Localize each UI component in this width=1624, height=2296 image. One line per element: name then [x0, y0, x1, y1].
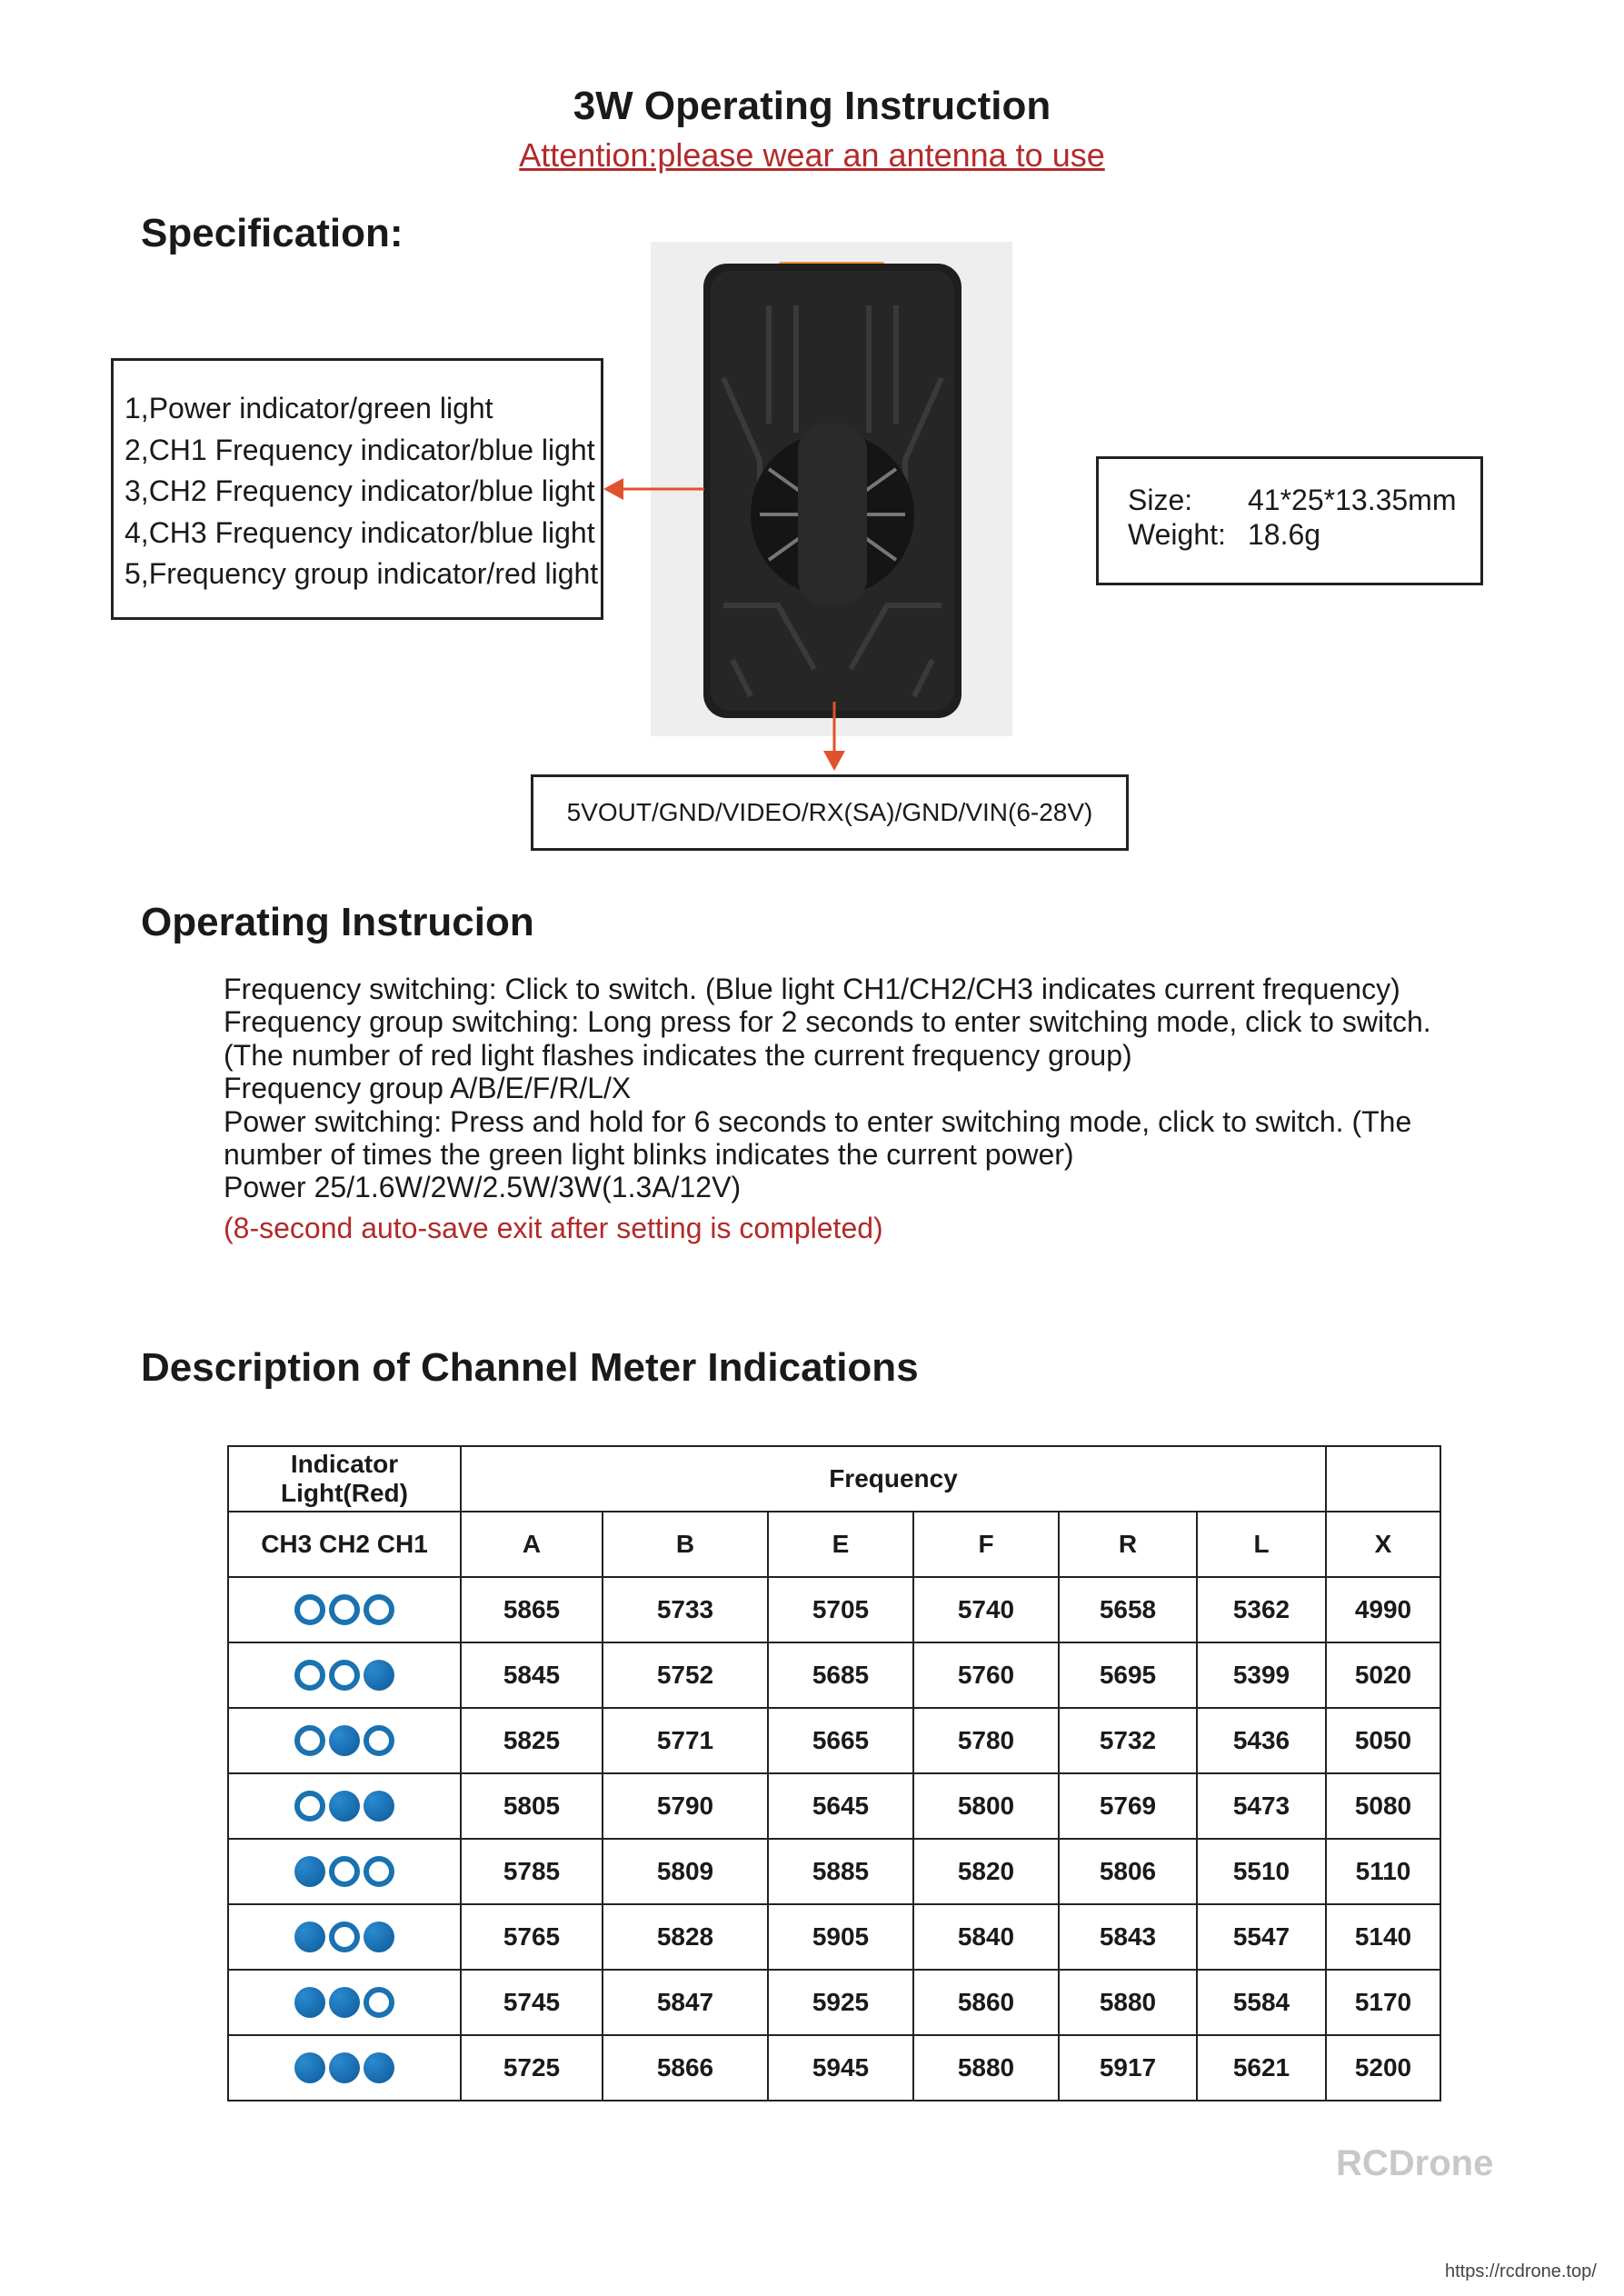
frequency-cell: 5695 — [1059, 1642, 1197, 1708]
frequency-cell: 5745 — [461, 1970, 603, 2035]
led-off-icon — [294, 1791, 325, 1822]
frequency-cell: 5705 — [768, 1577, 913, 1642]
frequency-cell: 5825 — [461, 1708, 603, 1773]
site-url: https://rcdrone.top/ — [1445, 2261, 1597, 2281]
frequency-cell: 5769 — [1059, 1773, 1197, 1839]
frequency-cell: 5880 — [913, 2035, 1059, 2101]
operating-line-7: Power 25/1.6W/2W/2.5W/3W(1.3A/12V) — [224, 1171, 742, 1204]
specification-heading: Specification: — [141, 211, 404, 255]
frequency-cell: 5140 — [1326, 1904, 1440, 1970]
frequency-cell: 5771 — [603, 1708, 768, 1773]
frequency-cell: 5645 — [768, 1773, 913, 1839]
led-on-icon — [329, 1791, 360, 1822]
frequency-cell: 5765 — [461, 1904, 603, 1970]
frequency-cell: 5840 — [913, 1904, 1059, 1970]
size-weight-box — [1096, 456, 1483, 585]
weight-value: 18.6g — [1248, 518, 1321, 551]
size-row — [1128, 483, 1480, 517]
indicator-line-5: 5,Frequency group indicator/red light — [125, 557, 599, 590]
auto-save-note: (8-second auto-save exit after setting is completed) — [224, 1211, 883, 1244]
indicator-lights-cell — [228, 1970, 461, 2035]
operating-line-3: (The number of red light flashes indicates the current frequency group) — [224, 1038, 1132, 1072]
led-on-icon — [294, 1922, 325, 1952]
indicator-lights-cell — [228, 1577, 461, 1642]
weight-label: Weight: — [1128, 518, 1226, 551]
indicator-list-box — [111, 358, 603, 620]
empty-header-cell — [1326, 1446, 1440, 1512]
indicator-line-2: 2,CH1 Frequency indicator/blue light — [125, 433, 595, 466]
led-on-icon — [329, 2052, 360, 2083]
indicator-line-1: 1,Power indicator/green light — [125, 392, 493, 424]
led-off-icon — [329, 1922, 360, 1952]
led-pattern — [294, 1987, 394, 2018]
frequency-cell: 5752 — [603, 1642, 768, 1708]
band-header-e: E — [768, 1512, 913, 1577]
frequency-cell: 5020 — [1326, 1642, 1440, 1708]
frequency-cell: 5800 — [913, 1773, 1059, 1839]
frequency-cell: 5809 — [603, 1839, 768, 1904]
frequency-cell: 5925 — [768, 1970, 913, 2035]
led-pattern — [294, 1922, 394, 1952]
operating-line-6: number of times the green light blinks indicates the current power) — [224, 1138, 1074, 1172]
led-on-icon — [294, 1987, 325, 2018]
led-off-icon — [294, 1660, 325, 1691]
table-row — [228, 1708, 1440, 1773]
table-row — [228, 1577, 1440, 1642]
led-off-icon — [364, 1725, 394, 1756]
led-pattern — [294, 1791, 394, 1822]
led-off-icon — [294, 1594, 325, 1625]
band-header-r: R — [1059, 1512, 1197, 1577]
operating-line-4: Frequency group A/B/E/F/R/L/X — [224, 1072, 632, 1105]
frequency-cell: 5780 — [913, 1708, 1059, 1773]
frequency-cell: 5866 — [603, 2035, 768, 2101]
indicator-header: Indicator Light(Red) — [228, 1446, 461, 1512]
band-header-x: X — [1326, 1512, 1440, 1577]
frequency-cell: 5436 — [1197, 1708, 1326, 1773]
frequency-cell: 5865 — [461, 1577, 603, 1642]
frequency-cell: 5885 — [768, 1839, 913, 1904]
band-header-a: A — [461, 1512, 603, 1577]
light-order-header: CH3 CH2 CH1 — [228, 1512, 461, 1577]
operating-instructions — [224, 973, 1450, 1244]
led-on-icon — [364, 1660, 394, 1691]
operating-line-5: Power switching: Press and hold for 6 seconds to enter switching mode, click to switch. (The — [224, 1104, 1412, 1138]
size-label: Size: — [1128, 484, 1193, 516]
table-row — [228, 2035, 1440, 2101]
frequency-cell: 5847 — [603, 1970, 768, 2035]
brand-watermark: RCDrone — [1336, 2143, 1494, 2183]
frequency-cell: 5170 — [1326, 1970, 1440, 2035]
operating-line-1: Frequency switching: Click to switch. (Blue light CH1/CH2/CH3 indicates current frequency) — [224, 973, 1400, 1005]
frequency-cell: 5732 — [1059, 1708, 1197, 1773]
frequency-cell: 5917 — [1059, 2035, 1197, 2101]
channel-table-body — [228, 1577, 1440, 2101]
led-pattern — [294, 1660, 394, 1691]
led-pattern — [294, 2052, 394, 2083]
led-on-icon — [364, 2052, 394, 2083]
led-on-icon — [364, 1922, 394, 1952]
frequency-cell: 5200 — [1326, 2035, 1440, 2101]
attention-text: Attention:please wear an antenna to use — [519, 136, 1105, 174]
frequency-cell: 5110 — [1326, 1839, 1440, 1904]
frequency-header: Frequency — [461, 1446, 1326, 1512]
size-value: 41*25*13.35mm — [1248, 484, 1457, 516]
frequency-cell: 5362 — [1197, 1577, 1326, 1642]
indicator-lights-cell — [228, 1839, 461, 1904]
pinout-box: 5VOUT/GND/VIDEO/RX(SA)/GND/VIN(6-28V) — [531, 774, 1129, 851]
channel-frequency-table — [227, 1445, 1441, 2101]
indicator-lights-cell — [228, 1904, 461, 1970]
weight-row — [1128, 517, 1480, 552]
frequency-cell: 4990 — [1326, 1577, 1440, 1642]
led-pattern — [294, 1856, 394, 1887]
table-row — [228, 1970, 1440, 2035]
arrow-to-pinout — [809, 700, 860, 773]
led-off-icon — [364, 1594, 394, 1625]
led-on-icon — [294, 2052, 325, 2083]
frequency-cell: 5945 — [768, 2035, 913, 2101]
indicator-line-4: 4,CH3 Frequency indicator/blue light — [125, 515, 595, 549]
frequency-cell: 5547 — [1197, 1904, 1326, 1970]
frequency-cell: 5828 — [603, 1904, 768, 1970]
frequency-cell: 5860 — [913, 1970, 1059, 2035]
page-title: 3W Operating Instruction — [573, 84, 1051, 128]
frequency-cell: 5790 — [603, 1773, 768, 1839]
frequency-cell: 5733 — [603, 1577, 768, 1642]
led-on-icon — [329, 1725, 360, 1756]
led-off-icon — [294, 1725, 325, 1756]
led-off-icon — [364, 1856, 394, 1887]
frequency-cell: 5845 — [461, 1642, 603, 1708]
table-row — [228, 1904, 1440, 1970]
frequency-cell: 5584 — [1197, 1970, 1326, 2035]
frequency-cell: 5760 — [913, 1642, 1059, 1708]
operating-heading: Operating Instrucion — [141, 900, 534, 944]
led-off-icon — [329, 1594, 360, 1625]
frequency-cell: 5740 — [913, 1577, 1059, 1642]
frequency-cell: 5621 — [1197, 2035, 1326, 2101]
channel-table-heading: Description of Channel Meter Indications — [141, 1345, 919, 1390]
led-on-icon — [329, 1987, 360, 2018]
frequency-cell: 5473 — [1197, 1773, 1326, 1839]
table-row — [228, 1642, 1440, 1708]
frequency-cell: 5658 — [1059, 1577, 1197, 1642]
table-row — [228, 1773, 1440, 1839]
band-header-l: L — [1197, 1512, 1326, 1577]
frequency-cell: 5080 — [1326, 1773, 1440, 1839]
frequency-cell: 5880 — [1059, 1970, 1197, 2035]
frequency-cell: 5785 — [461, 1839, 603, 1904]
frequency-cell: 5399 — [1197, 1642, 1326, 1708]
led-on-icon — [364, 1791, 394, 1822]
led-pattern — [294, 1594, 394, 1625]
frequency-cell: 5685 — [768, 1642, 913, 1708]
arrow-to-indicators — [600, 454, 709, 527]
led-on-icon — [294, 1856, 325, 1887]
frequency-cell: 5665 — [768, 1708, 913, 1773]
indicator-lights-cell — [228, 1642, 461, 1708]
frequency-cell: 5905 — [768, 1904, 913, 1970]
attention-note — [0, 136, 1624, 175]
table-row — [228, 1839, 1440, 1904]
frequency-cell: 5806 — [1059, 1839, 1197, 1904]
band-header-b: B — [603, 1512, 768, 1577]
indicator-lights-cell — [228, 2035, 461, 2101]
frequency-cell: 5510 — [1197, 1839, 1326, 1904]
indicator-line-3: 3,CH2 Frequency indicator/blue light — [125, 474, 595, 507]
band-header-f: F — [913, 1512, 1059, 1577]
frequency-cell: 5725 — [461, 2035, 603, 2101]
indicator-lights-cell — [228, 1708, 461, 1773]
led-pattern — [294, 1725, 394, 1756]
frequency-cell: 5820 — [913, 1839, 1059, 1904]
indicator-lights-cell — [228, 1773, 461, 1839]
operating-line-2: Frequency group switching: Long press for 2 seconds to enter switching mode, click to switch. — [224, 1005, 1431, 1039]
led-off-icon — [364, 1987, 394, 2018]
led-off-icon — [329, 1660, 360, 1691]
frequency-cell: 5805 — [461, 1773, 603, 1839]
led-off-icon — [329, 1856, 360, 1887]
frequency-cell: 5843 — [1059, 1904, 1197, 1970]
frequency-cell: 5050 — [1326, 1708, 1440, 1773]
